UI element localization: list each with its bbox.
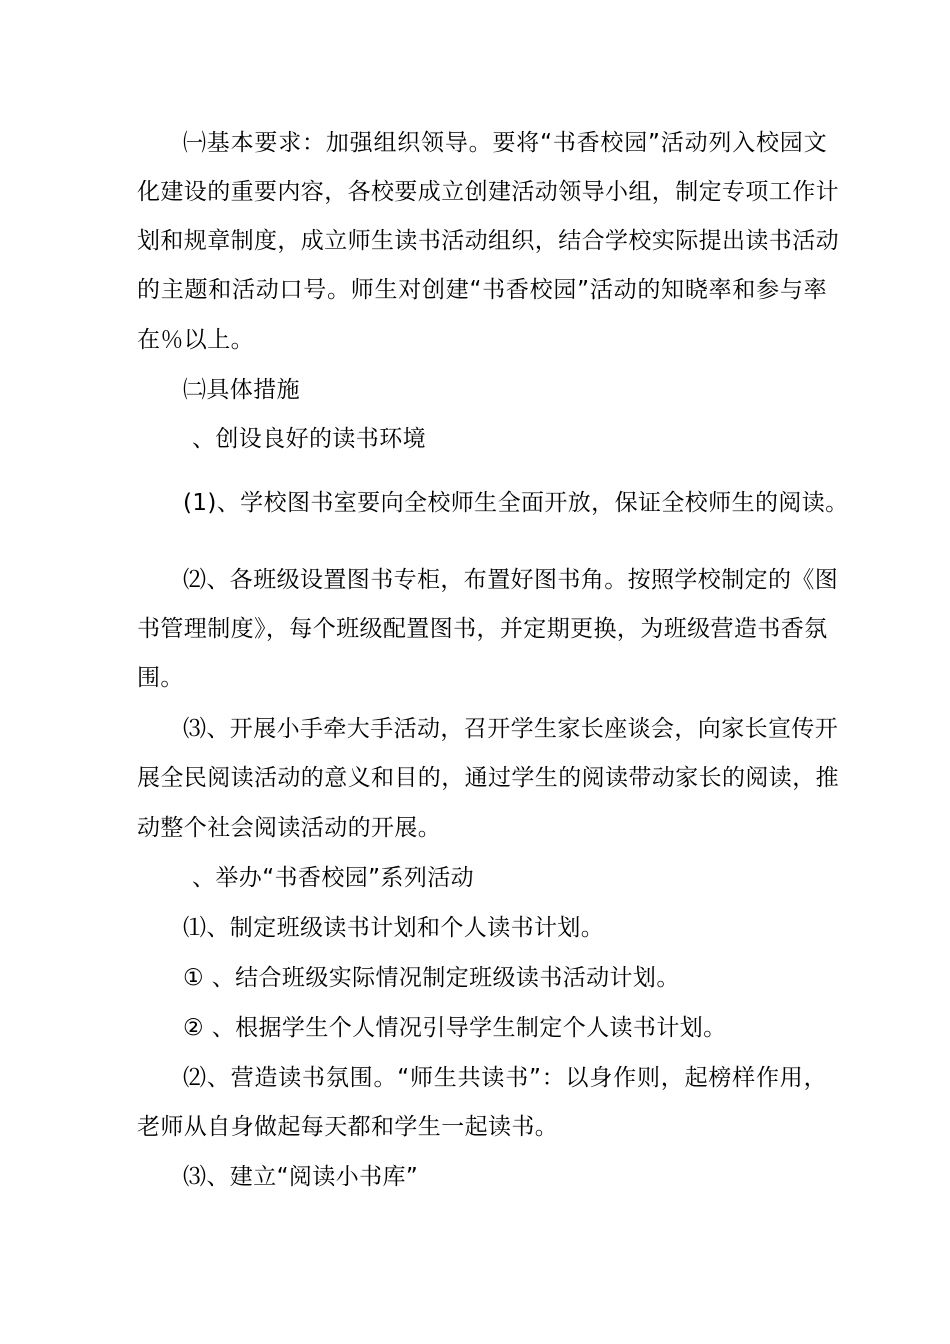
list-item: ② 、根据学生个人情况引导学生制定个人读书计划。 bbox=[183, 1015, 727, 1041]
paragraph-line: 老师从自身做起每天都和学生一起读书。 bbox=[137, 1114, 559, 1140]
paragraph-line: 划和规章制度，成立师生读书活动组织，结合学校实际提出读书活动 bbox=[137, 228, 839, 254]
paragraph-line: 动整个社会阅读活动的开展。 bbox=[137, 815, 442, 841]
paragraph-line: 围。 bbox=[137, 665, 184, 691]
paragraph-line: 书管理制度》，每个班级配置图书，并定期更换，为班级营造书香氛 bbox=[137, 616, 828, 642]
subsection-heading: 、创设良好的读书环境 bbox=[192, 426, 426, 452]
paragraph-line: 展全民阅读活动的意义和目的，通过学生的阅读带动家长的阅读，推 bbox=[137, 765, 839, 791]
section-heading: ㈡具体措施 bbox=[183, 377, 300, 403]
list-item: ⑵、各班级设置图书专柜，布置好图书角。按照学校制定的《图 bbox=[183, 567, 839, 593]
paragraph-line: 的主题和活动口号。师生对创建“书香校园”活动的知晓率和参与率 bbox=[137, 277, 827, 303]
list-item: ⑶、开展小手牵大手活动，召开学生家长座谈会，向家长宣传开 bbox=[183, 716, 839, 742]
list-item: (1)、学校图书室要向全校师生全面开放，保证全校师生的阅读。 bbox=[183, 490, 849, 516]
list-item: ⑶、建立“阅读小书库” bbox=[183, 1164, 419, 1190]
list-item: ① 、结合班级实际情况制定班级读书活动计划。 bbox=[183, 965, 680, 991]
paragraph-line: ㈠基本要求：加强组织领导。要将“书香校园”活动列入校园文 bbox=[183, 130, 827, 156]
subsection-heading: 、举办“书香校园”系列活动 bbox=[192, 865, 475, 891]
list-item: ⑵、营造读书氛围。“师生共读书”：以身作则，起榜样作用， bbox=[183, 1065, 827, 1091]
list-item: ⑴、制定班级读书计划和个人读书计划。 bbox=[183, 915, 605, 941]
paragraph-line: 在％以上。 bbox=[137, 327, 254, 353]
paragraph-line: 化建设的重要内容，各校要成立创建活动领导小组，制定专项工作计 bbox=[137, 179, 839, 205]
